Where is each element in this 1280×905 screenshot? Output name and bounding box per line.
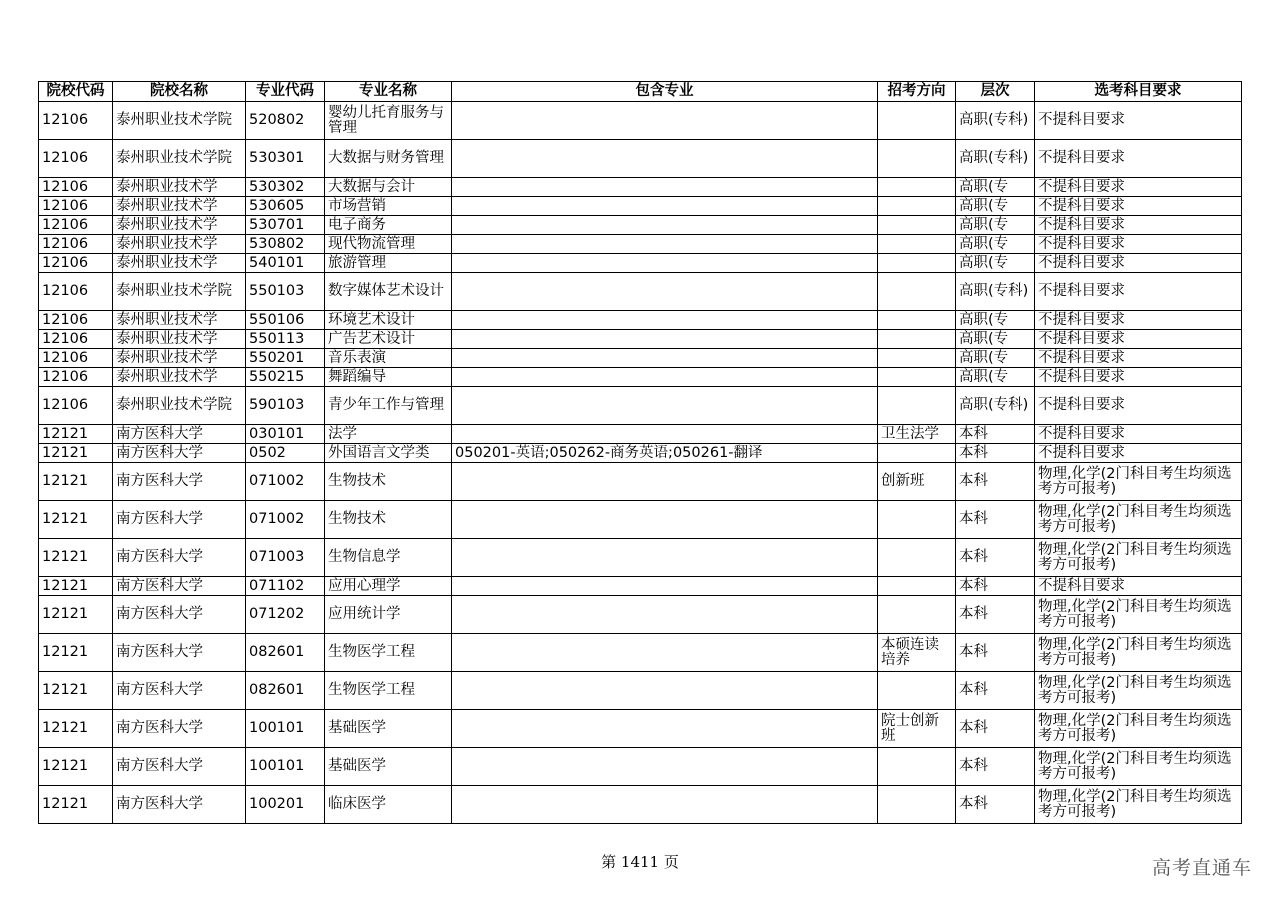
watermark: 高考直通车: [1151, 857, 1252, 879]
table-cell: 生物医学工程: [325, 672, 452, 710]
table-cell: 本科: [956, 596, 1035, 634]
table-cell: 物理,化学(2门科目考生均须选考方可报考): [1035, 463, 1242, 501]
table-cell: [452, 596, 878, 634]
table-cell: 音乐表演: [325, 349, 452, 368]
table-row: [39, 216, 1242, 235]
table-cell: 高职(专: [956, 368, 1035, 387]
table-cell: 应用统计学: [325, 596, 452, 634]
table-cell: 本硕连读培养: [878, 634, 956, 672]
table-cell: 本科: [956, 710, 1035, 748]
table-cell: 泰州职业技术学: [113, 349, 246, 368]
table-cell: 高职(专: [956, 178, 1035, 197]
table-cell: [878, 368, 956, 387]
table-cell: 高职(专: [956, 197, 1035, 216]
table-cell: [452, 216, 878, 235]
table-cell: 12106: [39, 330, 113, 349]
table-cell: 550106: [246, 311, 325, 330]
table-cell: 12106: [39, 273, 113, 311]
table-cell: 本科: [956, 501, 1035, 539]
column-header: 院校代码: [39, 82, 113, 102]
table-row: [39, 577, 1242, 596]
table-cell: 本科: [956, 672, 1035, 710]
table-cell: 生物技术: [325, 463, 452, 501]
table-cell: [452, 577, 878, 596]
table-cell: 高职(专: [956, 216, 1035, 235]
table-cell: 082601: [246, 672, 325, 710]
table-cell: [878, 387, 956, 425]
table-cell: 071102: [246, 577, 325, 596]
table-cell: 南方医科大学: [113, 710, 246, 748]
table-cell: [452, 311, 878, 330]
table-cell: 高职(专: [956, 311, 1035, 330]
table-cell: 100101: [246, 748, 325, 786]
table-cell: 12121: [39, 748, 113, 786]
table-cell: 550113: [246, 330, 325, 349]
table-cell: 不提科目要求: [1035, 273, 1242, 311]
table-cell: 不提科目要求: [1035, 577, 1242, 596]
table-cell: 071002: [246, 501, 325, 539]
table-cell: 不提科目要求: [1035, 216, 1242, 235]
table-cell: 创新班: [878, 463, 956, 501]
table-cell: 530605: [246, 197, 325, 216]
table-row: [39, 235, 1242, 254]
table-row: [39, 444, 1242, 463]
table-cell: [878, 235, 956, 254]
table-row: [39, 786, 1242, 824]
table-cell: 12121: [39, 425, 113, 444]
table-row: [39, 140, 1242, 178]
table-cell: 应用心理学: [325, 577, 452, 596]
table-row: [39, 387, 1242, 425]
table-cell: 12106: [39, 140, 113, 178]
table-cell: [452, 748, 878, 786]
table-cell: [452, 425, 878, 444]
table-cell: 520802: [246, 102, 325, 140]
admission-table: [38, 81, 1242, 824]
table-cell: [452, 539, 878, 577]
table-cell: [878, 539, 956, 577]
table-cell: 数字媒体艺术设计: [325, 273, 452, 311]
table-cell: 12106: [39, 102, 113, 140]
table-cell: 南方医科大学: [113, 539, 246, 577]
table-cell: 法学: [325, 425, 452, 444]
table-cell: 大数据与会计: [325, 178, 452, 197]
column-header: 包含专业: [452, 82, 878, 102]
table-cell: 不提科目要求: [1035, 178, 1242, 197]
table-cell: 050201-英语;050262-商务英语;050261-翻译: [452, 444, 878, 463]
table-cell: 泰州职业技术学: [113, 197, 246, 216]
table-cell: 卫生法学: [878, 425, 956, 444]
table-cell: 530302: [246, 178, 325, 197]
table-row: [39, 102, 1242, 140]
table-cell: [878, 444, 956, 463]
table-cell: 电子商务: [325, 216, 452, 235]
table-cell: 生物信息学: [325, 539, 452, 577]
table-cell: 071003: [246, 539, 325, 577]
table-cell: 590103: [246, 387, 325, 425]
table-cell: [878, 786, 956, 824]
table-row: [39, 748, 1242, 786]
table-cell: 本科: [956, 539, 1035, 577]
table-cell: 南方医科大学: [113, 501, 246, 539]
table-cell: 12121: [39, 634, 113, 672]
table-cell: 生物医学工程: [325, 634, 452, 672]
table-cell: [452, 102, 878, 140]
table-cell: [878, 672, 956, 710]
table-cell: 泰州职业技术学: [113, 178, 246, 197]
table-header: [39, 82, 1242, 102]
table-cell: 12121: [39, 501, 113, 539]
table-cell: [452, 235, 878, 254]
table-cell: 100201: [246, 786, 325, 824]
table-cell: 本科: [956, 425, 1035, 444]
table-cell: 物理,化学(2门科目考生均须选考方可报考): [1035, 710, 1242, 748]
table-cell: 泰州职业技术学院: [113, 387, 246, 425]
table-cell: 基础医学: [325, 710, 452, 748]
table-cell: [878, 596, 956, 634]
table-row: [39, 501, 1242, 539]
table-cell: 南方医科大学: [113, 748, 246, 786]
table-cell: 婴幼儿托育服务与管理: [325, 102, 452, 140]
table-cell: 泰州职业技术学院: [113, 102, 246, 140]
table-row: [39, 672, 1242, 710]
table-cell: 泰州职业技术学院: [113, 140, 246, 178]
table-cell: 舞蹈编导: [325, 368, 452, 387]
table-cell: 12121: [39, 463, 113, 501]
table-cell: [878, 330, 956, 349]
table-row: [39, 197, 1242, 216]
table-cell: 高职(专科): [956, 102, 1035, 140]
table-cell: 高职(专科): [956, 387, 1035, 425]
table-cell: [452, 786, 878, 824]
table-cell: 不提科目要求: [1035, 254, 1242, 273]
table-row: [39, 539, 1242, 577]
table-cell: 物理,化学(2门科目考生均须选考方可报考): [1035, 748, 1242, 786]
table-row: [39, 311, 1242, 330]
table-cell: 物理,化学(2门科目考生均须选考方可报考): [1035, 501, 1242, 539]
table-cell: 12121: [39, 596, 113, 634]
table-cell: 0502: [246, 444, 325, 463]
table-cell: [878, 273, 956, 311]
table-cell: 高职(专: [956, 330, 1035, 349]
table-cell: 物理,化学(2门科目考生均须选考方可报考): [1035, 786, 1242, 824]
table-cell: 南方医科大学: [113, 425, 246, 444]
table-cell: [878, 197, 956, 216]
table-cell: [452, 634, 878, 672]
table-cell: 12121: [39, 539, 113, 577]
table-cell: 不提科目要求: [1035, 235, 1242, 254]
table-cell: 本科: [956, 444, 1035, 463]
table-cell: 南方医科大学: [113, 786, 246, 824]
table-cell: 12106: [39, 387, 113, 425]
table-cell: 南方医科大学: [113, 577, 246, 596]
table-cell: 南方医科大学: [113, 672, 246, 710]
table-row: [39, 349, 1242, 368]
table-cell: 外国语言文学类: [325, 444, 452, 463]
table-cell: 550215: [246, 368, 325, 387]
table-cell: 大数据与财务管理: [325, 140, 452, 178]
table-cell: 泰州职业技术学: [113, 311, 246, 330]
table-cell: [452, 330, 878, 349]
table-cell: [452, 140, 878, 178]
table-cell: 12121: [39, 672, 113, 710]
table-cell: 泰州职业技术学: [113, 330, 246, 349]
table-cell: 现代物流管理: [325, 235, 452, 254]
table-cell: 071002: [246, 463, 325, 501]
table-cell: [878, 102, 956, 140]
table-cell: 不提科目要求: [1035, 197, 1242, 216]
table-row: [39, 710, 1242, 748]
table-cell: [878, 254, 956, 273]
table-cell: 不提科目要求: [1035, 330, 1242, 349]
table-body: [39, 102, 1242, 824]
table-cell: [452, 387, 878, 425]
table-cell: 本科: [956, 634, 1035, 672]
table-cell: 550201: [246, 349, 325, 368]
table-cell: 12106: [39, 216, 113, 235]
table-cell: 12106: [39, 349, 113, 368]
table-cell: 12106: [39, 197, 113, 216]
table-cell: 物理,化学(2门科目考生均须选考方可报考): [1035, 596, 1242, 634]
table-row: [39, 254, 1242, 273]
table-cell: 高职(专科): [956, 273, 1035, 311]
table-cell: 不提科目要求: [1035, 102, 1242, 140]
table-cell: [452, 273, 878, 311]
table-row: [39, 596, 1242, 634]
column-header: 专业代码: [246, 82, 325, 102]
table-row: [39, 330, 1242, 349]
table-cell: [452, 463, 878, 501]
table-cell: 基础医学: [325, 748, 452, 786]
table-cell: 030101: [246, 425, 325, 444]
table-cell: [878, 577, 956, 596]
table-cell: 530301: [246, 140, 325, 178]
column-header: 选考科目要求: [1035, 82, 1242, 102]
table-row: [39, 634, 1242, 672]
table-cell: 12121: [39, 710, 113, 748]
table-cell: 不提科目要求: [1035, 444, 1242, 463]
table-cell: [452, 501, 878, 539]
header-row: [39, 82, 1242, 102]
table-cell: 南方医科大学: [113, 463, 246, 501]
table-cell: 泰州职业技术学: [113, 368, 246, 387]
column-header: 院校名称: [113, 82, 246, 102]
table-cell: [452, 254, 878, 273]
table-cell: 550103: [246, 273, 325, 311]
column-header: 专业名称: [325, 82, 452, 102]
table-cell: [878, 748, 956, 786]
table-cell: 100101: [246, 710, 325, 748]
table-cell: [878, 216, 956, 235]
table-cell: 不提科目要求: [1035, 387, 1242, 425]
table-cell: 生物技术: [325, 501, 452, 539]
table-cell: 不提科目要求: [1035, 368, 1242, 387]
table-cell: 高职(专: [956, 349, 1035, 368]
table-cell: [878, 349, 956, 368]
table-cell: [878, 178, 956, 197]
table-cell: 12121: [39, 577, 113, 596]
column-header: 招考方向: [878, 82, 956, 102]
table-cell: 南方医科大学: [113, 444, 246, 463]
table-cell: 530802: [246, 235, 325, 254]
table-cell: 南方医科大学: [113, 634, 246, 672]
table-cell: 物理,化学(2门科目考生均须选考方可报考): [1035, 539, 1242, 577]
table-cell: 广告艺术设计: [325, 330, 452, 349]
table-cell: [452, 672, 878, 710]
table-cell: 071202: [246, 596, 325, 634]
table-cell: 本科: [956, 748, 1035, 786]
table-cell: [452, 349, 878, 368]
table-cell: [452, 197, 878, 216]
table-row: [39, 425, 1242, 444]
table-cell: 物理,化学(2门科目考生均须选考方可报考): [1035, 634, 1242, 672]
table-cell: 物理,化学(2门科目考生均须选考方可报考): [1035, 672, 1242, 710]
table-cell: 泰州职业技术学: [113, 254, 246, 273]
table-cell: [452, 178, 878, 197]
table-cell: 本科: [956, 577, 1035, 596]
table-cell: 12106: [39, 368, 113, 387]
table-cell: 530701: [246, 216, 325, 235]
table-cell: 不提科目要求: [1035, 349, 1242, 368]
table-cell: 本科: [956, 786, 1035, 824]
table-cell: [878, 311, 956, 330]
table-cell: 540101: [246, 254, 325, 273]
table-row: [39, 273, 1242, 311]
table-cell: 市场营销: [325, 197, 452, 216]
table-cell: 本科: [956, 463, 1035, 501]
table-row: [39, 368, 1242, 387]
table-cell: 青少年工作与管理: [325, 387, 452, 425]
table-cell: [878, 501, 956, 539]
table-cell: [452, 710, 878, 748]
table-cell: 12106: [39, 178, 113, 197]
table-cell: 不提科目要求: [1035, 311, 1242, 330]
table-cell: 环境艺术设计: [325, 311, 452, 330]
table-cell: 南方医科大学: [113, 596, 246, 634]
table-row: [39, 178, 1242, 197]
table-cell: 082601: [246, 634, 325, 672]
table-cell: 12121: [39, 444, 113, 463]
page-number: 第 1411 页: [601, 853, 679, 871]
table-cell: 12106: [39, 254, 113, 273]
table-cell: 12121: [39, 786, 113, 824]
table-cell: 12106: [39, 235, 113, 254]
table-cell: 高职(专: [956, 235, 1035, 254]
table-cell: [878, 140, 956, 178]
table-cell: 不提科目要求: [1035, 140, 1242, 178]
table-cell: 临床医学: [325, 786, 452, 824]
column-header: 层次: [956, 82, 1035, 102]
table-cell: 院士创新班: [878, 710, 956, 748]
table-cell: 旅游管理: [325, 254, 452, 273]
table-cell: 泰州职业技术学: [113, 216, 246, 235]
table-row: [39, 463, 1242, 501]
table-cell: 不提科目要求: [1035, 425, 1242, 444]
table-cell: 高职(专科): [956, 140, 1035, 178]
table-cell: 泰州职业技术学院: [113, 273, 246, 311]
table-cell: 12106: [39, 311, 113, 330]
table-cell: 高职(专: [956, 254, 1035, 273]
table-cell: [452, 368, 878, 387]
table-cell: 泰州职业技术学: [113, 235, 246, 254]
